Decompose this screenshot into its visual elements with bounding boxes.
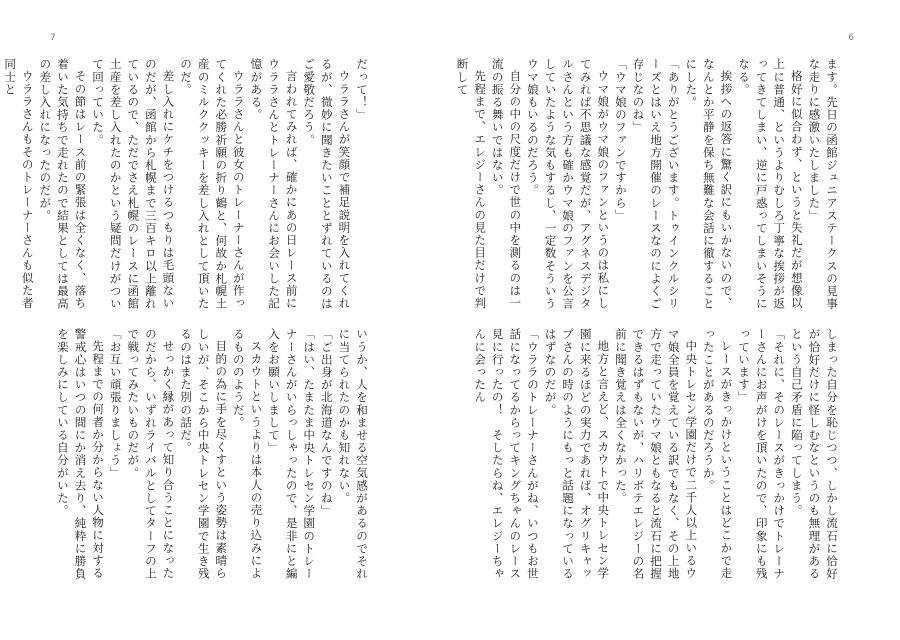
right-page-upper-text — [455, 58, 840, 310]
paragraph: ウララさんが笑顔で補足説明を入れてくれるが、微妙に聞きたいこととずれているのはご愛敬だろう。 — [302, 58, 352, 310]
paragraph: 「はい、たまたま中央トレセン学園のトレーナーさんがいらっしゃったので、是非にと編入をお願いしまして」 — [267, 328, 317, 580]
paragraph: 「ありがとうございます。トゥインクルシリーズとはいえ地方開催のレースなのによくご存じなのね」 — [631, 58, 681, 310]
paragraph: 言われてみれば、確かにあの日レース前にウララさんとトレーナーさんにお会いした記憶がある。 — [249, 58, 299, 310]
paragraph: スカウトというよりは本人の売り込みによるもののようだ。 — [231, 328, 264, 579]
paragraph: しまった自分を恥じつつ、しかし流石に恰好が恰好だけに怪しむなというのも無理があるという自己矛盾に陥ってしまう。 — [789, 328, 839, 580]
left-page-upper-text — [3, 58, 370, 310]
paragraph: 差し入れにケチをつけるつもりは毛頭ないのだが、函館から札幌まで三百キロ以上離れているので、ただでさえ札幌のレースに函館土産を差し入れたのかという疑問だけがついて回っていた。 — [91, 58, 176, 310]
paragraph: 中央トレセン学園だけで二千人以上いるウマ娘全員を覚えている訳でもなく、その上地方で走っていたウマ娘ともなると流石に把握できるはずもないが、ハリボテエレジーの名前に聞き覚えは全くなかった。 — [613, 328, 699, 580]
paragraph: 自分の中の尺度だけで世の中を測るのは一流の振る舞いではない。 — [490, 58, 523, 309]
paragraph: 挨拶への返答に驚く訳にもいかないので、なんとか平静を保ち無難な会話に徹することにした。 — [684, 58, 734, 310]
paragraph: 格好に似合わず、というと失礼だが想像以上に普通、というよりむしろ丁寧な挨拶が返ってきてしまい、逆に戸惑ってしまいそうになる。 — [737, 58, 804, 310]
left-page-number: 7 — [50, 33, 56, 43]
paragraph: 「ご出身が北海道なんですのね」 — [319, 328, 334, 517]
paragraph: レースがきっかけということはどこかで走ったことがあるのだろうか。 — [701, 328, 734, 579]
paragraph: 目的の為に手を尽くすという姿勢は素晴らしいが、そこから中央トレセン学園で生き残るのはまた別の話だ。 — [179, 328, 229, 580]
paragraph: だって！」 — [355, 58, 369, 121]
paragraph: 「ウララのトレーナーさんがね、いつもお世話になってるからってキングちゃんのレース見に行ったの！ そしたらね、エレジーちゃんに会ったん — [473, 328, 540, 580]
right-page-lower-text — [468, 328, 840, 580]
paragraph: 「ウマ娘のファンですから」 — [613, 58, 628, 222]
paragraph: ます。先日の函館ジュニアステークスの見事な走りに感激いたしました」 — [807, 58, 839, 310]
paragraph: 先程まで、エレジーさんの見た目だけで判断して — [455, 58, 488, 309]
paragraph: 地方と言えど、スカウトで中央トレセン学園に来るほどの実力であれば、オグリキャップさんの時のようにもっと話題になっているはずなのだが。 — [543, 328, 611, 580]
right-page-number: 6 — [848, 33, 854, 43]
paragraph: せっかく縁があって知り合うことになったのだから、いずれライバルとしてターフの上で戦ってみたいものだが。 — [126, 328, 176, 580]
paragraph: 「それに、そのレースがきっかけでトレーナーさんにお声がけを頂いたので、印象にも残っています」 — [737, 328, 787, 580]
paragraph: ウララさんもそのトレーナーさんも似た者同士と — [3, 58, 35, 309]
paragraph: ウマ娘がウマ娘のファンというのは私にしてみれば不思議な感覚だが、アグネスデジタルさんという方も確かウマ娘のファンを公言していたような気もするし、一定数そういうウマ娘もいるのだろう。 — [525, 58, 611, 310]
left-page-lower-text — [36, 328, 370, 580]
paragraph: 先程までの何者か分からない人物に対する警戒心はいつの間にか消え去り、純粋に勝負を楽しみにしている自分がいた。 — [55, 328, 106, 580]
paragraph: いうか、人を和ませる空気感があるのでそれに当てられたのかも知れない。 — [337, 328, 369, 580]
paragraph: その節はレース前の緊張は全くなく、落ち着いた気持ちで走れたので結果としては最高の差し入れになったのだが。 — [38, 58, 88, 310]
paragraph: 「お互い頑張りましょう」 — [108, 328, 123, 480]
paragraph: ウララさんと彼女のトレーナーさんが作ってくれた必勝祈願の折り鶴と、何故か札幌土産のミルククッキーを差し入れとして頂いたのだ。 — [179, 58, 246, 310]
